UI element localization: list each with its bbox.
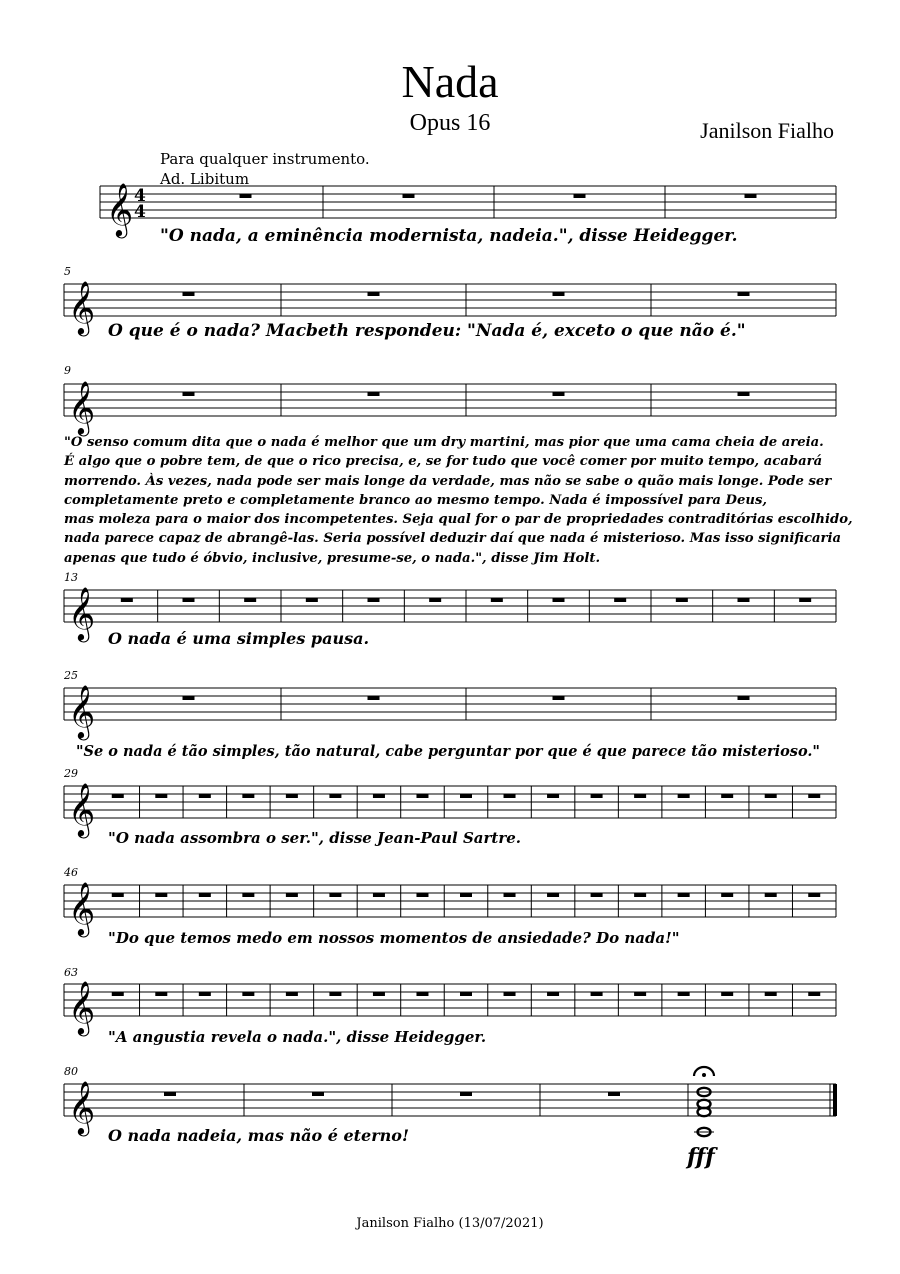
- whole-rest: [738, 392, 750, 396]
- whole-rest: [547, 794, 559, 798]
- whole-rest: [721, 794, 733, 798]
- system-text: O nada é uma simples pausa.: [108, 629, 370, 648]
- composer-name: Janilson Fialho: [700, 118, 834, 143]
- whole-rest: [183, 598, 195, 602]
- whole-rest: [591, 992, 603, 996]
- treble-clef-icon: 𝄞: [68, 782, 96, 836]
- whole-rest: [460, 893, 472, 897]
- whole-rest: [373, 794, 385, 798]
- whole-rest: [242, 992, 254, 996]
- whole-rest: [373, 893, 385, 897]
- whole-rest: [329, 794, 341, 798]
- whole-rest: [244, 598, 256, 602]
- footer-credit: Janilson Fialho (13/07/2021): [356, 1216, 544, 1231]
- whole-rest: [242, 794, 254, 798]
- piece-title: Nada: [401, 56, 499, 107]
- system-text: "O nada assombra o ser.", disse Jean-Paul Sartre.: [108, 829, 522, 847]
- whole-rest: [765, 893, 777, 897]
- whole-rest: [765, 794, 777, 798]
- whole-rest: [553, 292, 565, 296]
- whole-rest: [460, 794, 472, 798]
- whole-rest: [306, 598, 318, 602]
- whole-rest: [721, 992, 733, 996]
- whole-rest: [199, 893, 211, 897]
- whole-rest: [112, 992, 124, 996]
- staff-system: [64, 684, 836, 740]
- bar-number: 9: [64, 364, 71, 377]
- whole-rest: [591, 794, 603, 798]
- whole-rest: [678, 893, 690, 897]
- whole-rest: [591, 893, 603, 897]
- quote-line: É algo que o pobre tem, de que o rico precisa, e, se for tudo que você comer por muito tempo, acabará: [64, 454, 823, 470]
- whole-rest: [373, 992, 385, 996]
- whole-rest: [164, 1092, 176, 1096]
- whole-rest: [183, 696, 195, 700]
- whole-rest: [329, 992, 341, 996]
- bar-number: 25: [64, 669, 78, 682]
- whole-rest: [121, 598, 133, 602]
- whole-rest: [286, 794, 298, 798]
- whole-rest: [329, 893, 341, 897]
- bar-number: 5: [64, 265, 71, 278]
- whole-rest: [460, 992, 472, 996]
- treble-clef-icon: 𝄞: [106, 182, 134, 236]
- whole-rest: [808, 992, 820, 996]
- treble-clef-icon: 𝄞: [68, 980, 96, 1034]
- whole-rest: [183, 392, 195, 396]
- system-text: O que é o nada? Macbeth respondeu: "Nada é, exceto o que não é.": [108, 321, 746, 341]
- treble-clef-icon: 𝄞: [68, 586, 96, 640]
- time-signature-numerator: 4: [134, 186, 146, 206]
- opus-subtitle: Opus 16: [409, 110, 491, 136]
- whole-rest: [112, 794, 124, 798]
- long-quote: [64, 433, 864, 568]
- staff-system: [64, 1067, 837, 1170]
- whole-rest: [155, 992, 167, 996]
- whole-rest: [547, 992, 559, 996]
- whole-rest: [634, 794, 646, 798]
- treble-clef-icon: 𝄞: [68, 380, 96, 434]
- whole-rest: [403, 194, 415, 198]
- quote-line: apenas que tudo é óbvio, inclusive, presume-se, o nada.", disse Jim Holt.: [64, 550, 601, 566]
- whole-rest: [504, 893, 516, 897]
- dynamic-marking: fff: [687, 1144, 715, 1170]
- whole-rest: [808, 893, 820, 897]
- system-text: "A angustia revela o nada.", disse Heidegger.: [108, 1028, 487, 1046]
- quote-line: morrendo. Às vezes, nada pode ser mais longe da verdade, mas não se sabe o quão mais longe. Pode ser: [64, 473, 832, 489]
- whole-rest: [738, 696, 750, 700]
- whole-rest: [574, 194, 586, 198]
- whole-rest: [416, 893, 428, 897]
- whole-rest: [199, 794, 211, 798]
- quote-line: "O senso comum dita que o nada é melhor que um dry martini, mas pior que uma cama cheia de areia.: [64, 435, 824, 450]
- whole-rest: [416, 794, 428, 798]
- whole-rest: [634, 992, 646, 996]
- whole-rest: [199, 992, 211, 996]
- tempo-instruction: Ad. Libitum: [160, 170, 250, 188]
- bar-number: 46: [64, 866, 78, 879]
- treble-clef-icon: 𝄞: [68, 684, 96, 738]
- whole-rest: [491, 598, 503, 602]
- whole-rest: [745, 194, 757, 198]
- treble-clef-icon: 𝄞: [68, 280, 96, 334]
- whole-rest: [799, 598, 811, 602]
- whole-rest: [429, 598, 441, 602]
- quote-line: completamente preto e completamente branco ao mesmo tempo. Nada é impossível para Deus,: [64, 492, 767, 508]
- whole-rest: [614, 598, 626, 602]
- whole-rest: [240, 194, 252, 198]
- bar-number: 80: [64, 1065, 78, 1078]
- staff-system: [64, 380, 836, 436]
- whole-rest: [242, 893, 254, 897]
- time-signature-denominator: 4: [134, 202, 146, 222]
- fermata-dot: [702, 1073, 706, 1077]
- whole-rest: [368, 292, 380, 296]
- whole-rest: [368, 598, 380, 602]
- whole-rest: [416, 992, 428, 996]
- quote-line: nada parece capaz de abrangê-las. Seria possível deduzir daí que nada é misterioso. Mas isso significaria: [64, 531, 842, 547]
- whole-rest: [676, 598, 688, 602]
- whole-rest: [738, 292, 750, 296]
- whole-rest: [504, 992, 516, 996]
- whole-rest: [634, 893, 646, 897]
- whole-rest: [553, 696, 565, 700]
- whole-rest: [286, 893, 298, 897]
- system-text: "O nada, a eminência modernista, nadeia.", disse Heidegger.: [160, 226, 738, 246]
- instrument-instruction: Para qualquer instrumento.: [160, 150, 370, 168]
- whole-rest: [678, 992, 690, 996]
- final-barline-thick: [833, 1084, 837, 1116]
- whole-rest: [547, 893, 559, 897]
- system-text: O nada nadeia, mas não é eterno!: [108, 1126, 409, 1145]
- whole-rest: [608, 1092, 620, 1096]
- whole-rest: [765, 992, 777, 996]
- bar-number: 63: [64, 966, 78, 979]
- bar-number: 13: [64, 571, 78, 584]
- treble-clef-icon: 𝄞: [68, 1080, 96, 1134]
- whole-rest: [553, 598, 565, 602]
- whole-rest: [808, 794, 820, 798]
- whole-rest: [183, 292, 195, 296]
- whole-rest: [460, 1092, 472, 1096]
- whole-rest: [553, 392, 565, 396]
- whole-rest: [721, 893, 733, 897]
- system-text: "Do que temos medo em nossos momentos de ansiedade? Do nada!": [108, 929, 680, 947]
- whole-rest: [112, 893, 124, 897]
- whole-rest: [286, 992, 298, 996]
- whole-rest: [368, 392, 380, 396]
- whole-rest: [738, 598, 750, 602]
- whole-rest: [155, 893, 167, 897]
- system-text: "Se o nada é tão simples, tão natural, cabe perguntar por que é que parece tão misterioso.": [76, 743, 820, 760]
- bar-number: 29: [64, 767, 78, 780]
- treble-clef-icon: 𝄞: [68, 881, 96, 935]
- quote-line: mas moleza para o maior dos incompetentes. Seja qual for o par de propriedades contraditórias escolhido,: [64, 512, 853, 528]
- whole-rest: [312, 1092, 324, 1096]
- whole-rest: [368, 696, 380, 700]
- whole-rest: [678, 794, 690, 798]
- whole-rest: [504, 794, 516, 798]
- whole-rest: [155, 794, 167, 798]
